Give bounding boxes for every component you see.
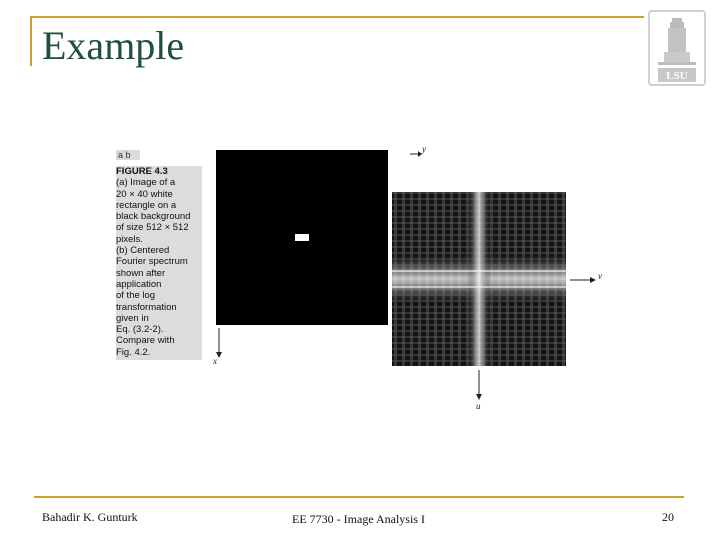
caption-line: shown after [116,267,166,279]
caption-line: black background [116,211,191,223]
caption-line: (b) Centered [116,245,170,257]
slide-title: Example [42,23,185,68]
figure-caption [116,166,202,360]
figure-panel-labels: a b [116,150,140,160]
caption-line: of the log [116,290,156,302]
svg-text:LSU: LSU [666,70,688,82]
caption-line: rectangle on a [116,199,177,211]
caption-line: transformation [116,301,177,313]
caption-line: of size 512 × 512 [116,222,189,234]
footer-page-number: 20 [662,510,674,524]
lsu-tower-logo-icon [648,10,706,86]
caption-line: Compare with [116,335,175,347]
figure-caption-title: FIGURE 4.3 [116,166,168,177]
axis-v-label: v [598,271,602,281]
axis-u-label: u [476,401,481,411]
image-fourier-spectrum [392,192,566,366]
caption-line: pixels. [116,233,143,245]
caption-line: 20 × 40 white [116,188,173,200]
axis-x-label: x [213,356,217,366]
caption-line: Fig. 4.2. [116,346,151,358]
header-left-rule [30,16,32,66]
axis-v-arrow [568,272,598,290]
axis-y-label: y [422,144,426,154]
caption-line: (a) Image of a [116,177,176,189]
image-white-rectangle [216,150,388,325]
footer-course: EE 7730 - Image Analysis I [292,512,425,526]
caption-line: Fourier spectrum [116,256,188,268]
caption-line: application [116,278,162,290]
white-rectangle [295,234,309,241]
caption-line: given in [116,312,149,324]
footer-rule [34,496,684,498]
caption-line: Eq. (3.2-2). [116,324,164,336]
footer-author: Bahadir K. Gunturk [42,510,138,524]
header-top-rule [30,16,644,18]
